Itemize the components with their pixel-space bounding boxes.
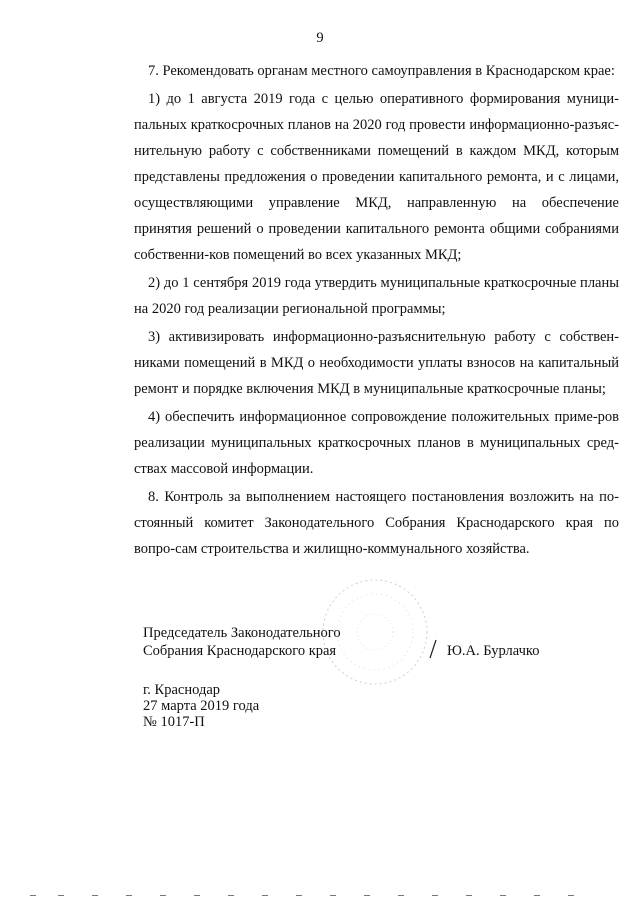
place: г. Краснодар [143,682,221,698]
document-number: № 1017-П [143,714,205,730]
paragraph-7-1: 1) до 1 августа 2019 года с целью оперативного формирования муници-пальных краткосрочных планов на 2020 год провести информационно-разъяс-нительную работу с собственниками помещений в каждом МКД, которым представлены предложения о проведении капитального ремонта, и с лицами, осуществляющими управление МКД, направленную на обеспечение принятия решений о проведении капитального ремонта общими собраниями собственни-ков помещений во всех указанных МКД; [134,91,619,263]
paragraph-7-2: 2) до 1 сентября 2019 года утвердить муниципальные краткосрочные планы на 2020 год реализации региональной программы; [134,275,619,317]
signatory-position [143,624,443,660]
date: 27 марта 2019 года [143,698,260,714]
signatory-name: Ю.А. Бурлачко [447,643,540,659]
paragraph-7-3: 3) активизировать информационно-разъяснительную работу с собствен-никами помещений в МКД о необходимости уплаты взносов на капитальный ремонт и порядке включения МКД в муниципальные краткосрочные планы; [134,329,619,397]
handwritten-signature [426,638,440,660]
document-body [134,58,619,564]
scan-artifact-line [30,893,610,899]
signatory-position-line-2: Собрания Краснодарского края [143,643,337,659]
page-number: 9 [316,30,324,46]
signatory-position-line-1: Председатель Законодательного [143,625,341,641]
paragraph-7-4: 4) обеспечить информационное сопровождение положительных приме-ров реализации муниципальных краткосрочных планов в муниципальных сред-ствах массовой информации. [134,409,619,477]
paragraph-8: 8. Контроль за выполнением настоящего постановления возложить на по-стоянный комитет Законодательного Собрания Краснодарского края по вопро-сам строительства и жилищно-коммунального хозяйства. [134,489,619,557]
paragraph-7: 7. Рекомендовать органам местного самоуправления в Краснодарском крае: [148,63,615,79]
place-date-block [143,682,259,730]
